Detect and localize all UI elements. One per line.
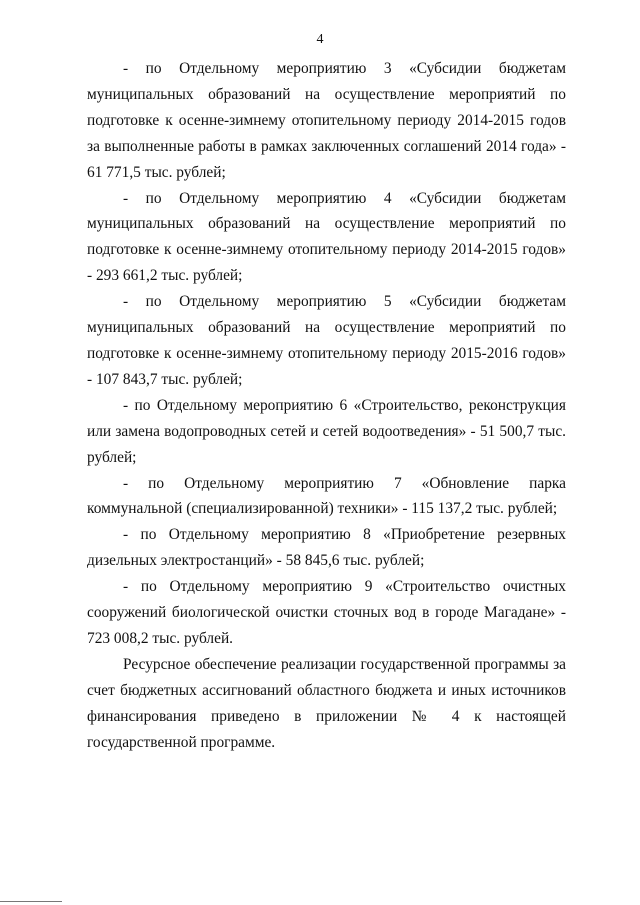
- footer-rule: [0, 901, 62, 902]
- paragraph-measure-8: - по Отдельному мероприятию 8 «Приобретение резервных дизельных электростанций» - 58 845,6 тыс. рублей;: [87, 526, 566, 570]
- page-number: 4: [316, 32, 324, 47]
- paragraph-measure-5: - по Отдельному мероприятию 5 «Субсидии бюджетам муниципальных образований на осуществление мероприятий по подготовке к осенне-зимнему отопительному периоду 2015-2016 годов» - 107 843,7 тыс. рублей;: [87, 293, 566, 388]
- paragraph-measure-3: - по Отдельному мероприятию 3 «Субсидии бюджетам муниципальных образований на осуществление мероприятий по подготовке к осенне-зимнему отопительному периоду 2014-2015 годов за выполненные работы в рамках заключенных соглашений 2014 года» - 61 771,5 тыс. рублей;: [87, 60, 566, 181]
- paragraph-measure-7: - по Отдельному мероприятию 7 «Обновление парка коммунальной (специализированной) техники» - 115 137,2 тыс. рублей;: [87, 474, 566, 518]
- paragraph-measure-9: - по Отдельному мероприятию 9 «Строительство очистных сооружений биологической очистки сточных вод в городе Магадане» - 723 008,2 тыс. рублей.: [87, 578, 566, 647]
- document-body: [87, 56, 566, 755]
- paragraph-resource-provision: Ресурсное обеспечение реализации государственной программы за счет бюджетных ассигнований областного бюджета и иных источников финансирования приведено в приложении № 4 к настоящей государственной программе.: [87, 655, 566, 751]
- paragraph-measure-4: - по Отдельному мероприятию 4 «Субсидии бюджетам муниципальных образований на осуществление мероприятий по подготовке к осенне-зимнему отопительному периоду 2014-2015 годов» - 293 661,2 тыс. рублей;: [87, 189, 566, 285]
- paragraph-measure-6: - по Отдельному мероприятию 6 «Строительство, реконструкция или замена водопроводных сетей и сетей водоотведения» - 51 500,7 тыс. рублей;: [87, 396, 566, 466]
